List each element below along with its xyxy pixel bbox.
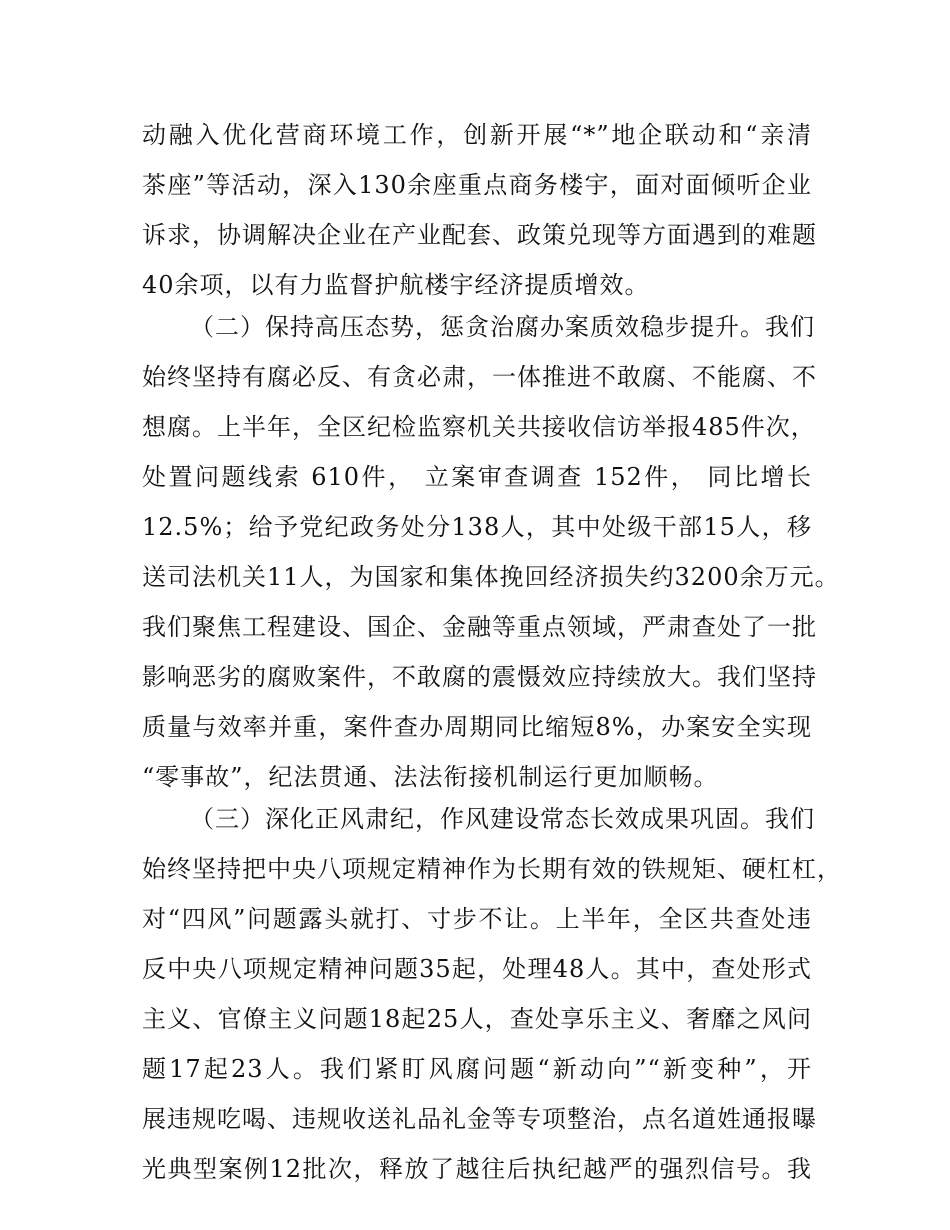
text-line: 反中央八项规定精神问题35起，处理48人。其中，查处形式 [142, 955, 812, 983]
text-line: 始终坚持把中央八项规定精神作为长期有效的铁规矩、硬杠杠， [142, 855, 842, 883]
text-line: 处置问题线索 610件， 立案审查调查 152件， 同比增长 [142, 463, 812, 491]
text-line: 始终坚持有腐必反、有贪必肃，一体推进不敢腐、不能腐、不 [142, 363, 817, 391]
text-line: 12.5%；给予党纪政务处分138人，其中处级干部15人，移 [142, 513, 812, 541]
text-line: 展违规吃喝、违规收送礼品礼金等专项整治，点名道姓通报曝 [142, 1105, 817, 1133]
text-line: 动融入优化营商环境工作，创新开展“*”地企联动和“亲清 [142, 121, 812, 149]
text-line: 影响恶劣的腐败案件，不敢腐的震慑效应持续放大。我们坚持 [142, 663, 817, 691]
paragraph-heading-line: （三）深化正风肃纪，作风建设常态长效成果巩固。我们 [190, 805, 815, 833]
text-line: 题17起23人。我们紧盯风腐问题“新动向”“新变种”，开 [142, 1055, 812, 1083]
text-line: 我们聚焦工程建设、国企、金融等重点领域，严肃查处了一批 [142, 613, 817, 641]
text-line: “零事故”，纪法贯通、法法衔接机制运行更加顺畅。 [142, 763, 719, 791]
text-line: 想腐。上半年，全区纪检监察机关共接收信访举报485件次， [142, 413, 816, 441]
text-line: 质量与效率并重，案件查办周期同比缩短8%，办案安全实现 [142, 713, 812, 741]
text-line: 送司法机关11人，为国家和集体挽回经济损失约3200余万元。 [142, 563, 840, 591]
text-line: 茶座”等活动，深入130余座重点商务楼宇，面对面倾听企业 [142, 171, 812, 199]
text-line: 主义、官僚主义问题18起25人，查处享乐主义、奢靡之风问 [142, 1005, 812, 1033]
text-line: 对“四风”问题露头就打、寸步不让。上半年，全区共查处违 [142, 905, 812, 933]
paragraph-heading-line: （二）保持高压态势，惩贪治腐办案质效稳步提升。我们 [190, 313, 815, 341]
text-line: 光典型案例12批次，释放了越往后执纪越严的强烈信号。我 [142, 1155, 812, 1183]
text-line: 诉求，协调解决企业在产业配套、政策兑现等方面遇到的难题 [142, 221, 817, 249]
text-line: 40余项，以有力监督护航楼宇经济提质增效。 [142, 271, 650, 299]
